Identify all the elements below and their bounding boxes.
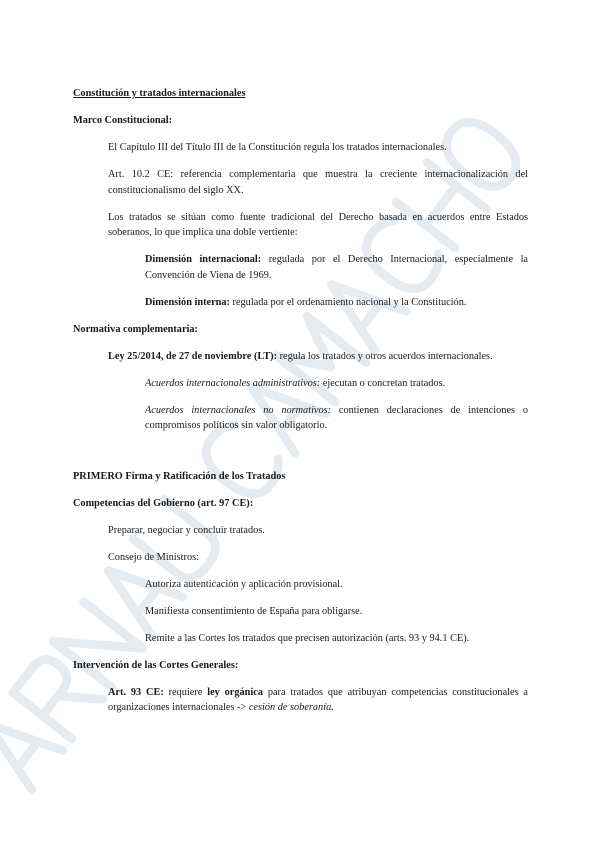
- section-heading: Normativa complementaria:: [73, 323, 198, 335]
- paragraph: Manifiesta consentimiento de España para obligarse.: [145, 605, 363, 617]
- section-heading: Intervención de las Cortes Generales:: [73, 659, 239, 671]
- section-heading: PRIMERO Firma y Ratificación de los Tratados: [73, 470, 286, 482]
- paragraph: Preparar, negociar y concluir tratados.: [108, 524, 265, 536]
- paragraph: Dimensión internacional: regulada por el Derecho Internacional, especialmente la Convención de Viena de 1969.: [145, 254, 528, 281]
- paragraph: Autoriza autenticación y aplicación provisional.: [145, 578, 343, 590]
- watermark-glyph: [0, 704, 63, 790]
- section-heading: Marco Constitucional:: [73, 115, 173, 126]
- paragraph: Consejo de Ministros:: [108, 551, 199, 563]
- paragraph: Dimensión interna: regulada por el ordenamiento nacional y la Constitución.: [145, 296, 467, 308]
- paragraph: Acuerdos internacionales administrativos: ejecutan o concretan tratados.: [145, 377, 446, 389]
- paragraph: Remite a las Cortes los tratados que precisen autorización (arts. 93 y 94.1 CE).: [145, 632, 470, 644]
- paragraph: Art. 10.2 CE: referencia complementaria que muestra la creciente internacionalización del constitucionalismo del siglo XX.: [108, 169, 528, 196]
- paragraph: El Capítulo III del Título III de la Constitución regula los tratados internacionales.: [108, 142, 447, 153]
- paragraph: Acuerdos internacionales no normativos: contienen declaraciones de intenciones o compromisos políticos sin valor obligatorio.: [145, 404, 528, 431]
- paragraph: Los tratados se sitúan como fuente tradicional del Derecho basada en acuerdos entre Estados soberanos, lo que implica una doble vertiente:: [108, 211, 528, 238]
- section-heading: Competencias del Gobierno (art. 97 CE):: [73, 497, 254, 509]
- paragraph: Ley 25/2014, de 27 de noviembre (LT): regula los tratados y otros acuerdos internacionales.: [108, 350, 493, 362]
- paragraph: Art. 93 CE: requiere ley orgánica para tratados que atribuyan competencias constitucionales a organizaciones internacionales -> cesión de soberanía.: [108, 686, 529, 713]
- document-title: Constitución y tratados internacionales: [73, 88, 246, 99]
